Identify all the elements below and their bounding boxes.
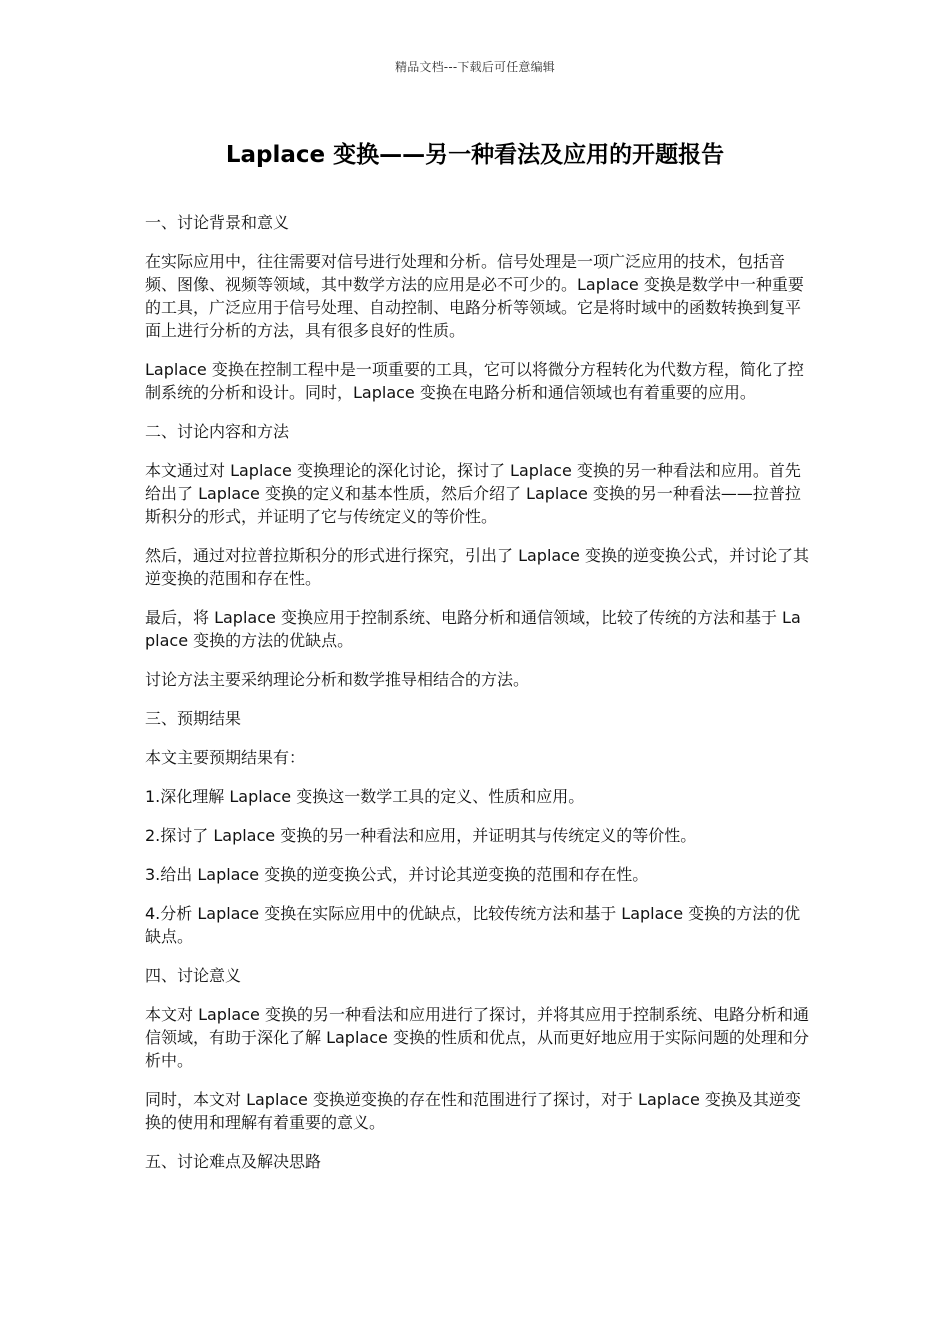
result-item-4: 4.分析 Laplace 变换在实际应用中的优缺点，比较传统方法和基于 Laplace 变换的方法的优缺点。 — [145, 904, 801, 946]
page-header-watermark: 精品文档---下载后可任意编辑 — [395, 60, 555, 74]
paragraph-background-1: 在实际应用中，往往需要对信号进行处理和分析。信号处理是一项广泛应用的技术，包括音频、图像、视频等领域，其中数学方法的应用是必不可少的。Laplace 变换是数学中一种重要的工具，广泛应用于信号处理、自动控制、电路分析等领域。它是将时域中的函数转换到复平面上进行分析的方法，具有很多良好的性质。 — [145, 252, 804, 340]
paragraph-content-1: 本文通过对 Laplace 变换理论的深化讨论，探讨了 Laplace 变换的另一种看法和应用。首先给出了 Laplace 变换的定义和基本性质，然后介绍了 Laplace 变换的另一种看法——拉普拉斯积分的形式，并证明了它与传统定义的等价性。 — [145, 461, 801, 526]
document-body — [145, 211, 810, 1189]
result-item-3: 3.给出 Laplace 变换的逆变换公式，并讨论其逆变换的范围和存在性。 — [145, 865, 649, 884]
result-item-1: 1.深化理解 Laplace 变换这一数学工具的定义、性质和应用。 — [145, 787, 585, 806]
paragraph-significance-2: 同时，本文对 Laplace 变换逆变换的存在性和范围进行了探讨，对于 Laplace 变换及其逆变换的使用和理解有着重要的意义。 — [145, 1090, 801, 1132]
paragraph-content-2: 然后，通过对拉普拉斯积分的形式进行探究，引出了 Laplace 变换的逆变换公式，并讨论了其逆变换的范围和存在性。 — [145, 546, 809, 588]
document-title: Laplace 变换——另一种看法及应用的开题报告 — [225, 142, 725, 168]
section-heading-significance: 四、讨论意义 — [145, 966, 242, 985]
paragraph-results-intro: 本文主要预期结果有： — [145, 748, 306, 767]
paragraph-method: 讨论方法主要采纳理论分析和数学推导相结合的方法。 — [145, 670, 530, 689]
result-item-2: 2.探讨了 Laplace 变换的另一种看法和应用，并证明其与传统定义的等价性。 — [145, 826, 697, 845]
section-heading-content-method: 二、讨论内容和方法 — [145, 422, 290, 441]
paragraph-significance-1: 本文对 Laplace 变换的另一种看法和应用进行了探讨，并将其应用于控制系统、电路分析和通信领域，有助于深化了解 Laplace 变换的性质和优点，从而更好地应用于实际问题的处理和分析中。 — [145, 1005, 809, 1070]
section-heading-expected-results: 三、预期结果 — [145, 709, 242, 728]
paragraph-background-2: Laplace 变换在控制工程中是一项重要的工具，它可以将微分方程转化为代数方程，简化了控制系统的分析和设计。同时，Laplace 变换在电路分析和通信领域也有着重要的应用。 — [145, 360, 804, 402]
section-heading-difficulties: 五、讨论难点及解决思路 — [145, 1152, 322, 1171]
section-heading-background: 一、讨论背景和意义 — [145, 213, 290, 232]
paragraph-content-3: 最后，将 Laplace 变换应用于控制系统、电路分析和通信领域，比较了传统的方法和基于 Laplace 变换的方法的优缺点。 — [145, 608, 801, 650]
